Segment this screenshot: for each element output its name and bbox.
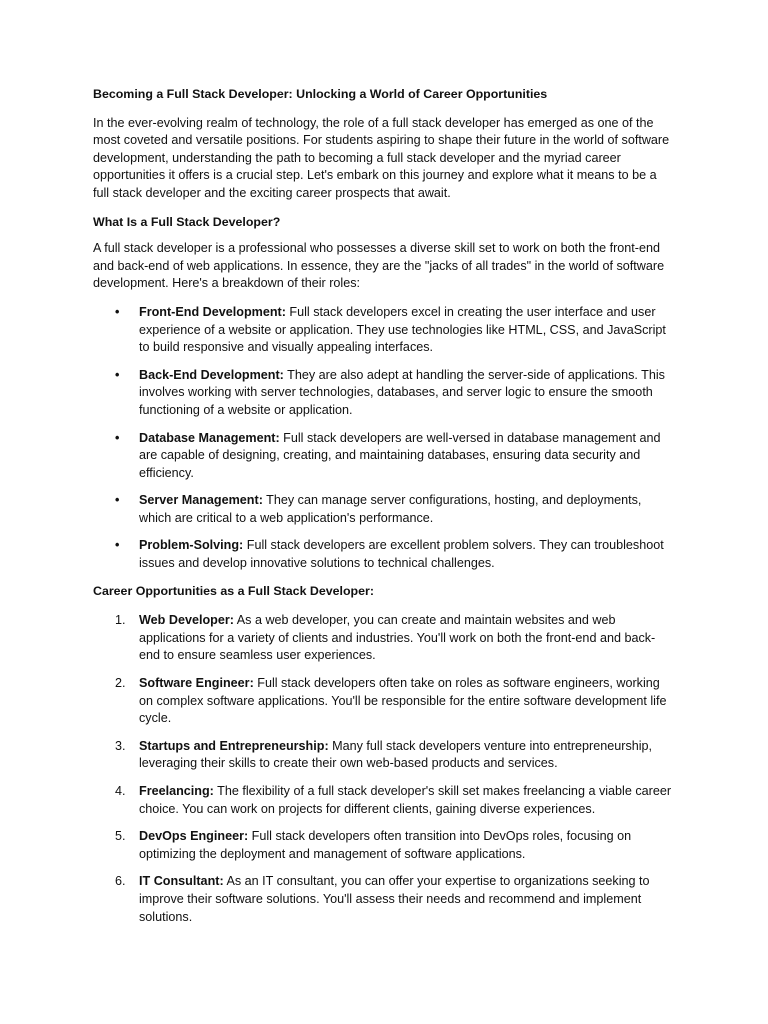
list-item [93, 675, 676, 728]
item-term: Web Developer: [139, 613, 234, 628]
item-text: The flexibility of a full stack developer's skill set makes freelancing a viable career choice. You can work on projects for different clients, gaining diverse experiences. [139, 784, 672, 816]
item-term: Startups and Entrepreneurship: [139, 738, 329, 753]
item-term: Front-End Development: [139, 304, 286, 319]
list-number: 2. [115, 676, 126, 691]
roles-bullet-list [93, 304, 676, 573]
bullet-icon: • [115, 493, 120, 508]
list-number: 1. [115, 613, 126, 628]
item-term: Software Engineer: [139, 676, 254, 691]
section-heading-career: Career Opportunities as a Full Stack Developer: [93, 583, 374, 598]
item-text: As an IT consultant, you can offer your expertise to organizations seeking to improve their software solutions. You'll assess their needs and recommend and implement solutions. [139, 874, 650, 924]
item-text: As a web developer, you can create and maintain websites and web applications for a variety of clients and industries. You'll work on both the front-end and back-end to ensure seamless user experiences. [139, 613, 656, 663]
bullet-icon: • [115, 538, 120, 553]
item-term: Database Management: [139, 430, 280, 445]
list-item [93, 537, 676, 572]
intro-paragraph: In the ever-evolving realm of technology, the role of a full stack developer has emerged as one of the most coveted and versatile positions. For students aspiring to shape their future in the world of software development, understanding the path to becoming a full stack developer and the myriad career opportunities it offers is a crucial step. Let's embark on this journey and explore what it means to be a full stack developer and the exciting career prospects that await. [93, 115, 670, 200]
item-term: Back-End Development: [139, 367, 284, 382]
list-item [93, 304, 676, 357]
item-text: Full stack developers are well-versed in database management and are capable of designing, creating, and maintaining databases, ensuring data security and efficiency. [139, 430, 661, 480]
section-paragraph-what-is: A full stack developer is a professional who possesses a diverse skill set to work on both the front-end and back-end of web applications. In essence, they are the "jacks of all trades" in the world of software development. Here's a breakdown of their roles: [93, 241, 665, 291]
career-numbered-list [93, 612, 676, 926]
list-number: 6. [115, 874, 126, 889]
item-text: Many full stack developers venture into entrepreneurship, leveraging their skills to create their own web-based products and services. [139, 738, 653, 771]
item-text: They can manage server configurations, hosting, and deployments, which are critical to a web application's performance. [139, 493, 642, 525]
item-term: DevOps Engineer: [139, 829, 249, 844]
list-item [93, 828, 676, 863]
list-item [93, 492, 676, 527]
list-number: 5. [115, 829, 126, 844]
item-text: Full stack developers often take on roles as software engineers, working on complex software applications. You'll be responsible for the entire software development life cycle. [139, 676, 667, 726]
document-title: Becoming a Full Stack Developer: Unlocking a World of Career Opportunities [93, 87, 548, 101]
item-text: Full stack developers excel in creating the user interface and user experience of a website or application. They use technologies like HTML, CSS, and JavaScript to build responsive and visually appealing interfaces. [139, 304, 666, 355]
list-item [93, 612, 676, 665]
list-item [93, 738, 676, 773]
list-number: 3. [115, 738, 126, 753]
list-item [93, 430, 676, 483]
list-item [93, 873, 676, 926]
bullet-icon: • [115, 430, 120, 445]
item-text: They are also adept at handling the server-side of applications. This involves working with server technologies, databases, and server logic to ensure the smooth functioning of a website or application. [139, 367, 665, 417]
list-item [93, 367, 676, 420]
list-item [93, 783, 676, 818]
item-term: Server Management: [139, 493, 263, 508]
list-number: 4. [115, 784, 126, 798]
item-text: Full stack developers often transition into DevOps roles, focusing on optimizing the deployment and management of software applications. [139, 829, 632, 861]
section-heading-what-is: What Is a Full Stack Developer? [93, 214, 281, 229]
item-term: Freelancing: [139, 784, 214, 798]
bullet-icon: • [115, 367, 120, 382]
item-text: Full stack developers are excellent problem solvers. They can troubleshoot issues and develop innovative solutions to technical challenges. [139, 538, 664, 571]
item-term: Problem-Solving: [139, 538, 244, 553]
item-term: IT Consultant: [139, 874, 224, 889]
bullet-icon: • [115, 304, 120, 319]
